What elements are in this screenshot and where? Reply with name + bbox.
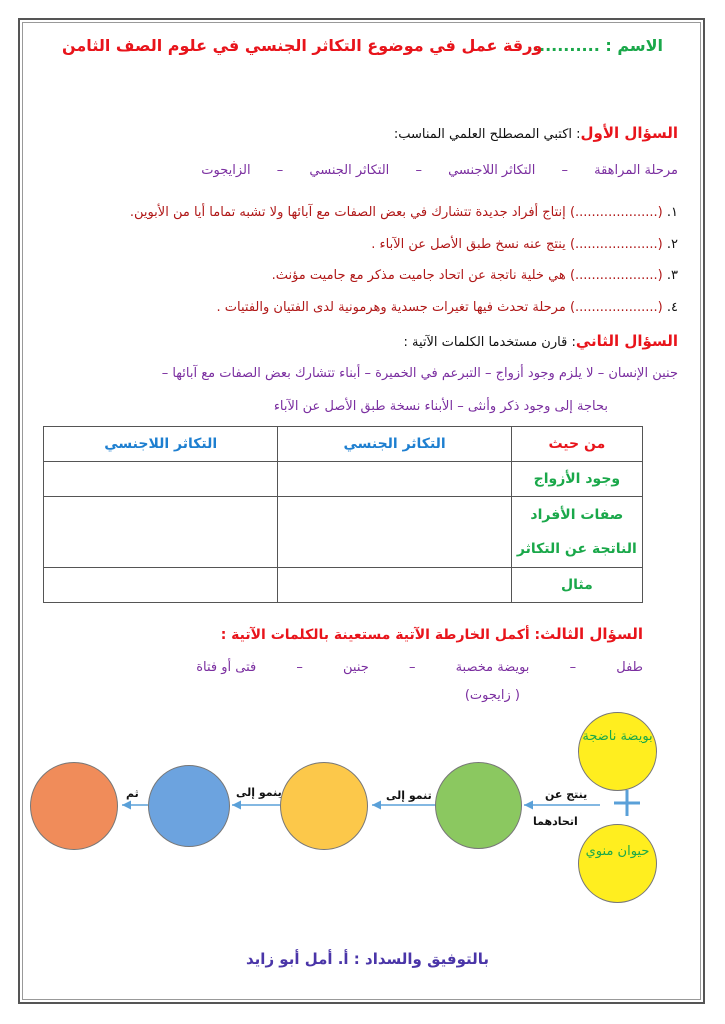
embryo-circle[interactable] xyxy=(280,762,368,850)
answer-blank: (....................) xyxy=(569,237,663,252)
sperm-circle xyxy=(578,824,657,903)
answer-blank: (....................) xyxy=(569,205,663,220)
name-label: الاسم : xyxy=(605,36,663,55)
table-row-label: مثال xyxy=(511,568,642,603)
q3-extra-word: ( زايجوت) xyxy=(464,688,520,703)
table-row-label: وجود الأزواج xyxy=(511,462,642,497)
q1-term: التكاثر الجنسي xyxy=(309,163,390,178)
q1-term: الزايجوت xyxy=(201,163,251,178)
q3-words: طفل – بويضة مخصبة – جنين – فتى أو فتاة xyxy=(196,660,643,675)
q1-item-3: ٣. (....................) هي خلية ناتجة عن اتحاد جاميت مذكر مع جاميت مؤنث. xyxy=(271,268,678,283)
egg-label: بويضة ناضجة xyxy=(582,729,653,744)
grows-label-2: ينمو إلى xyxy=(236,786,282,799)
q1-item-2: ٢. (....................) ينتج عنه نسخ طبق الأصل عن الآباء . xyxy=(371,237,678,252)
q2-title: السؤال الثاني xyxy=(575,332,678,350)
q1-term: مرحلة المراهقة xyxy=(594,163,678,178)
teen-circle[interactable] xyxy=(30,762,118,850)
table-header-cell: من حيث xyxy=(511,427,642,462)
q1-term: التكاثر اللاجنسي xyxy=(448,163,536,178)
q3-instruction: : أكمل الخارطة الآتية مستعينة بالكلمات الآتية : xyxy=(220,627,541,643)
table-header-cell: التكاثر اللاجنسي xyxy=(44,427,278,462)
result-label: ينتج عن xyxy=(545,788,588,801)
q3-word: جنين xyxy=(343,660,369,675)
q1-title: السؤال الأول xyxy=(580,124,678,142)
q3-word: طفل xyxy=(616,660,643,675)
table-row-label: صفات الأفراد الناتجة عن التكاثر xyxy=(511,497,642,568)
answer-blank: (....................) xyxy=(569,268,663,283)
egg-circle xyxy=(578,712,657,791)
q2-words-line-1: جنين الإنسان – لا يلزم وجود أزواج – التبرعم في الخميرة – أبناء تتشارك بعض الصفات مع آبائها – xyxy=(161,366,678,381)
q3-word: فتى أو فتاة xyxy=(196,660,257,675)
table-header-cell: التكاثر الجنسي xyxy=(278,427,511,462)
answer-blank: (....................) xyxy=(569,300,663,315)
q1-item-4: ٤. (....................) مرحلة تحدث فيها تغيرات جسدية وهرمونية لدى الفتيان والفتيات . xyxy=(216,300,678,315)
page-title: ورقة عمل في موضوع التكاثر الجنسي في علوم الصف الثامن xyxy=(62,36,543,55)
grows-label-1: تنمو إلى xyxy=(386,789,432,802)
q2-instruction: : قارن مستخدما الكلمات الآتية : xyxy=(403,335,576,350)
union-label: اتحادهما xyxy=(533,815,578,828)
name-dots: ............ xyxy=(526,36,600,55)
child-circle[interactable] xyxy=(148,765,230,847)
q1-item-1: ١. (....................) إنتاج أفراد جديدة تتشارك في بعض الصفات مع آبائها ولا تشبه تماما أيا من الأبوين. xyxy=(129,205,678,220)
then-label: ثم xyxy=(126,787,139,800)
sperm-label: حيوان منوي xyxy=(585,844,650,859)
q2-words-line-2: بحاجة إلى وجود ذكر وأنثى – الأبناء نسخة طبق الأصل عن الآباء xyxy=(273,399,608,414)
q3-word: بويضة مخصبة xyxy=(455,660,530,675)
q3-title: السؤال الثالث xyxy=(540,625,643,643)
zygote-circle[interactable] xyxy=(435,762,522,849)
q1-instruction: : اكتبي المصطلح العلمي المناسب: xyxy=(393,127,581,142)
footer-signoff: بالتوفيق والسداد : أ. أمل أبو زايد xyxy=(246,950,489,968)
q1-terms: مرحلة المراهقة – التكاثر اللاجنسي – التكاثر الجنسي – الزايجوت xyxy=(201,163,678,178)
